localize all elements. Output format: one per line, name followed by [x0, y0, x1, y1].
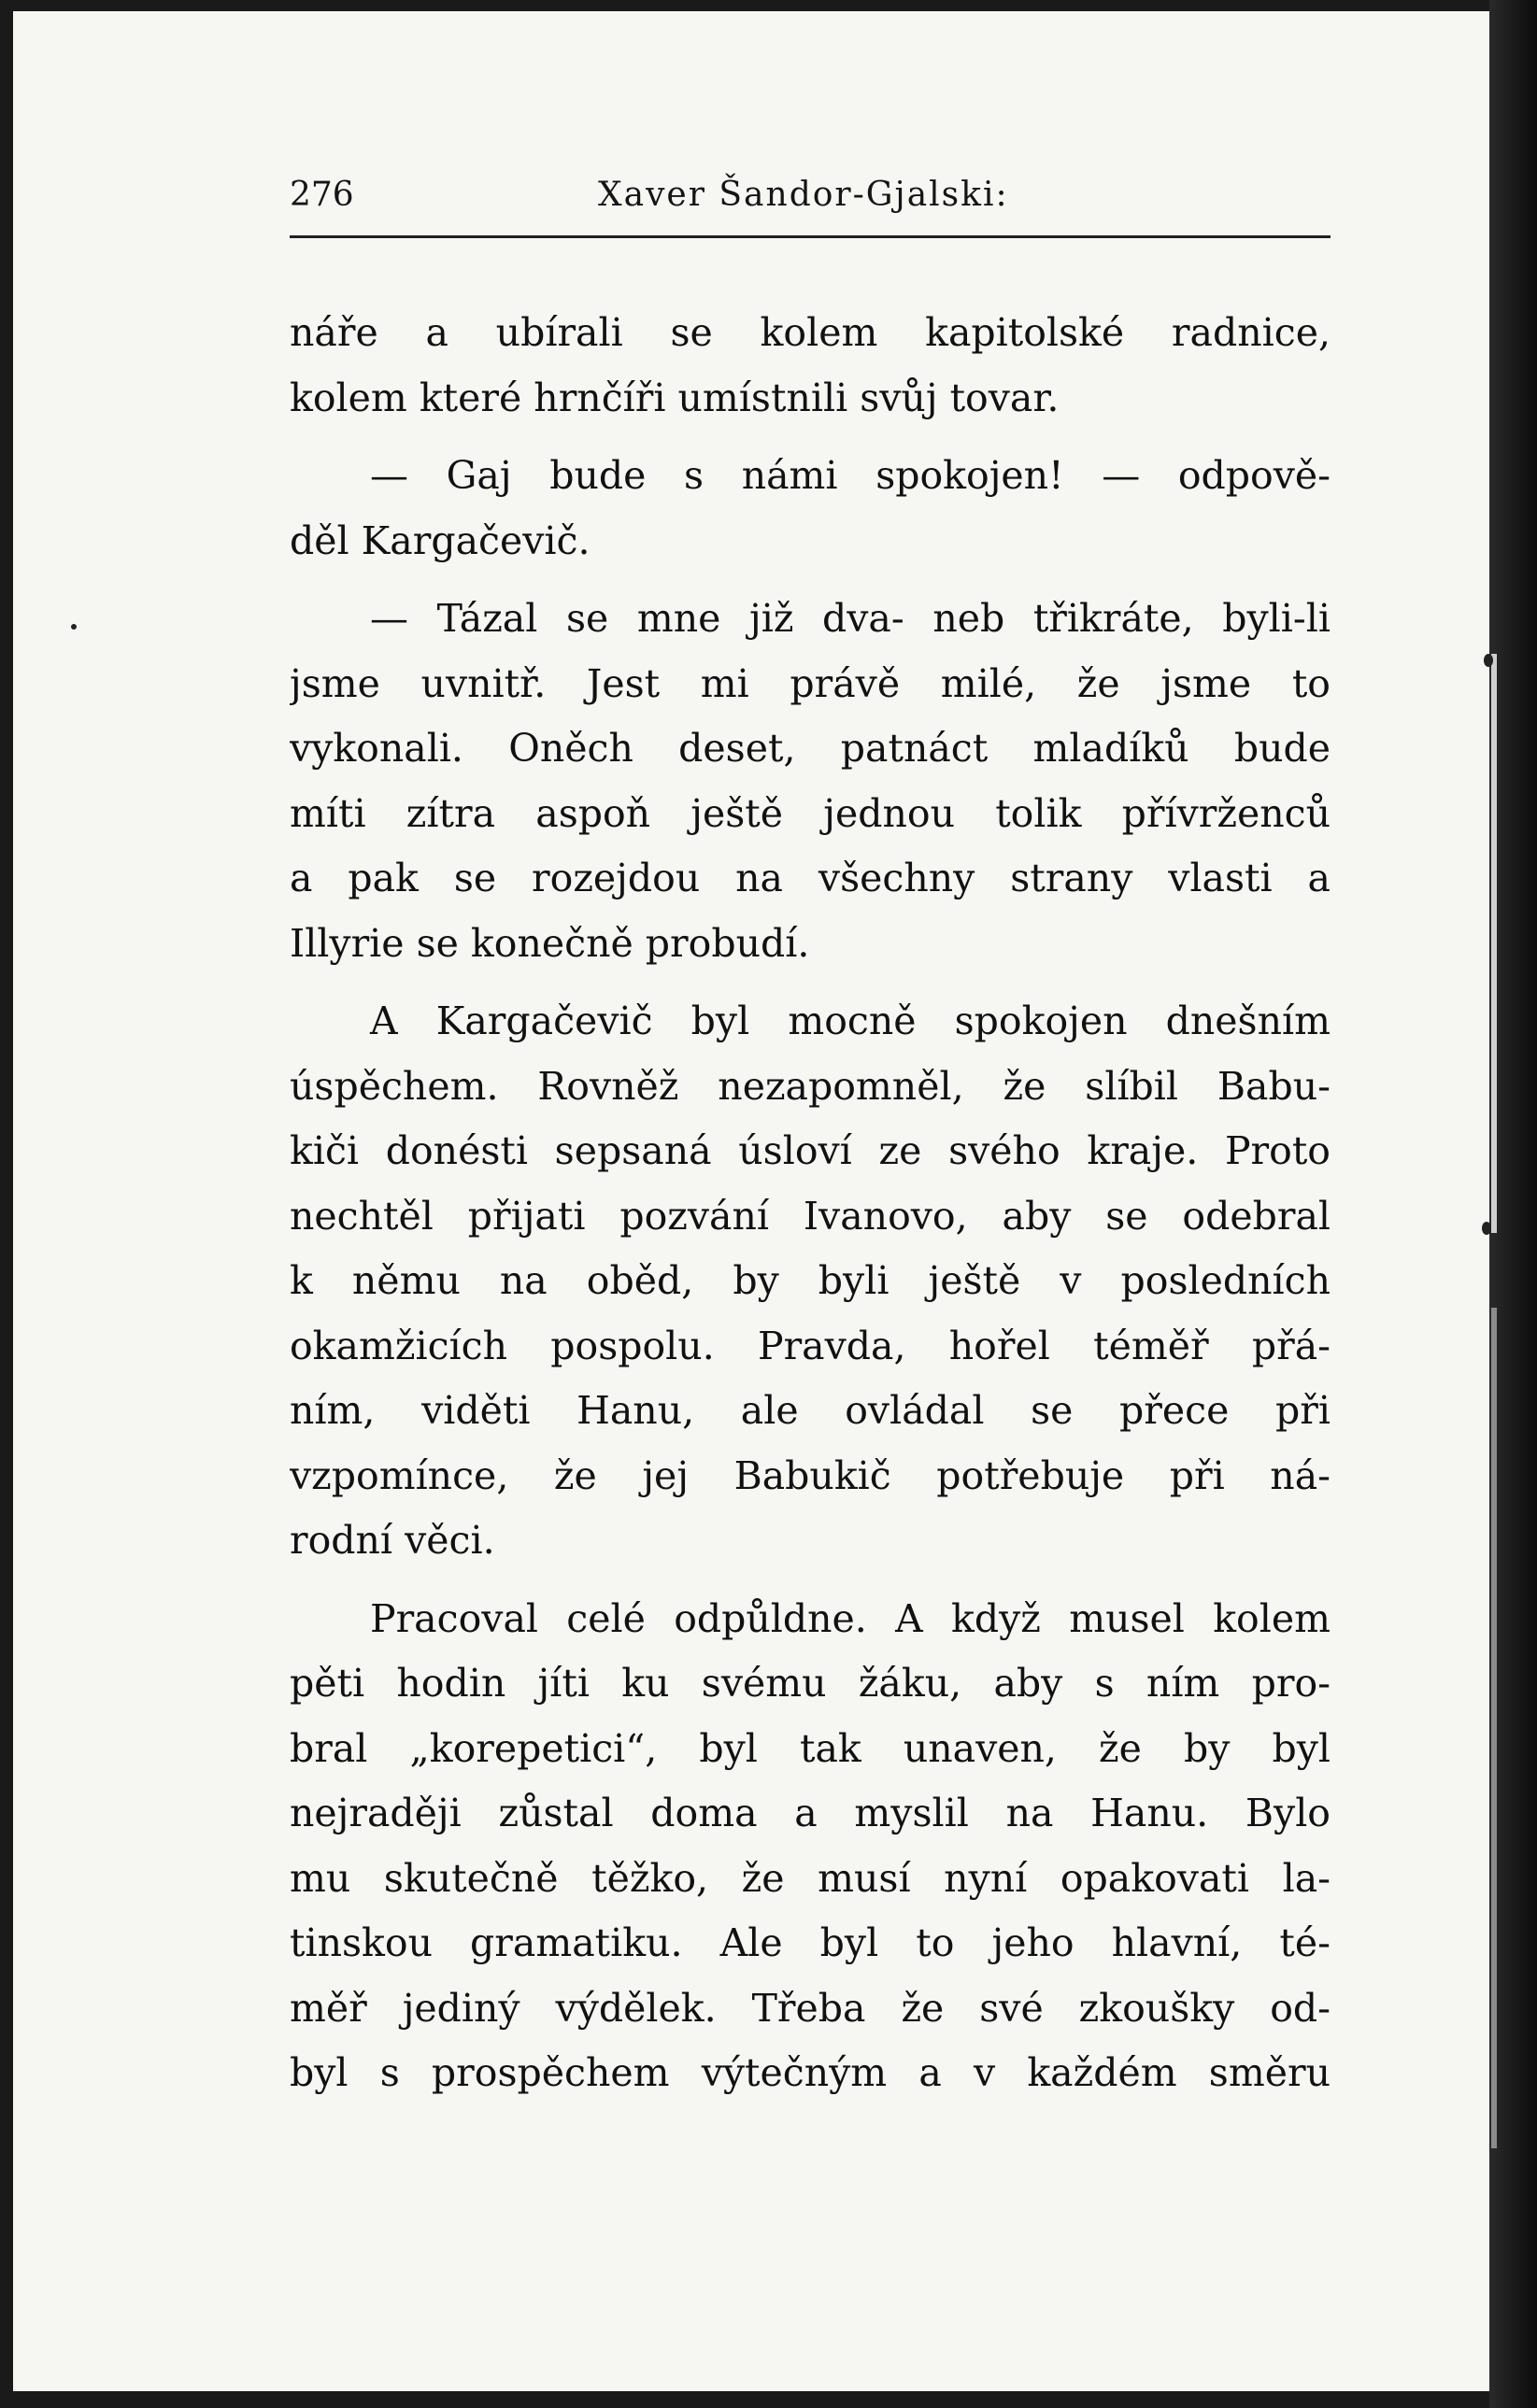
- text-line: k němu na oběd, by byli ještě v posledních: [290, 1258, 1331, 1303]
- header-rule: [290, 235, 1331, 238]
- text-line: vzpomínce, že jej Babukič potřebuje při ná-: [290, 1452, 1331, 1498]
- text-line: Pracoval celé odpůldne. A když musel kolem: [370, 1595, 1331, 1641]
- page-edge-highlight: [1491, 654, 1497, 1233]
- text-line: tinskou gramatiku. Ale byl to jeho hlavní, té-: [290, 1920, 1331, 1965]
- text-line: — Gaj bude s námi spokojen! — odpově-: [370, 453, 1331, 498]
- text-line: — Tázal se mne již dva- neb třikráte, byli-li: [370, 596, 1331, 641]
- page-edge-highlight-lower: [1491, 1308, 1497, 2148]
- paragraph: [290, 587, 1331, 976]
- paragraph: [290, 989, 1331, 1574]
- text-line: nejraději zůstal doma a myslil na Hanu. Bylo: [290, 1791, 1331, 1835]
- text-line: míti zítra aspoň ještě jednou tolik přívrženců: [290, 790, 1331, 836]
- speck-mark: [1482, 1222, 1491, 1235]
- body-text: [290, 301, 1331, 2106]
- text-line: ním, viděti Hanu, ale ovládal se přece při: [290, 1388, 1331, 1433]
- text-line: bral „korepetici“, byl tak unaven, že by byl: [290, 1725, 1331, 1771]
- text-line: děl Kargačevič.: [290, 517, 591, 563]
- text-line: náře a ubírali se kolem kapitolské radnice,: [290, 310, 1331, 355]
- text-line: mu skutečně těžko, že musí nyní opakovati la-: [290, 1855, 1331, 1901]
- speck-mark: [71, 624, 77, 630]
- text-line: byl s prospěchem výtečným a v každém směru: [290, 2050, 1331, 2095]
- text-line: Illyrie se konečně probudí.: [290, 920, 810, 966]
- text-line: kolem které hrnčíři umístnili svůj tovar.: [290, 375, 1060, 420]
- text-line: úspěchem. Rovněž nezapomněl, že slíbil Babu-: [290, 1063, 1331, 1109]
- text-line: A Kargačevič byl mocně spokojen dnešním: [370, 999, 1331, 1043]
- text-line: okamžicích pospolu. Pravda, hořel téměř přá-: [290, 1323, 1331, 1368]
- running-title: Xaver Šandor-Gjalski:: [598, 176, 1009, 214]
- paragraph: [290, 301, 1331, 431]
- text-line: měř jediný výdělek. Třeba že své zkoušky od-: [290, 1985, 1331, 2031]
- running-header: [290, 176, 1331, 232]
- speck-mark: [1484, 654, 1493, 667]
- text-line: jsme uvnitř. Jest mi právě milé, že jsme to: [290, 660, 1331, 706]
- text-line: rodní věci.: [290, 1518, 495, 1563]
- text-line: nechtěl přijati pozvání Ivanovo, aby se odebral: [290, 1193, 1331, 1239]
- text-line: kiči donésti sepsaná úsloví ze svého kraje. Proto: [290, 1128, 1331, 1173]
- paragraph: [290, 444, 1331, 574]
- paragraph: [290, 1587, 1331, 2106]
- text-line: a pak se rozejdou na všechny strany vlasti a: [290, 856, 1331, 900]
- text-line: vykonali. Oněch deset, patnáct mladíků bude: [290, 726, 1331, 771]
- text-line: pěti hodin jíti ku svému žáku, aby s ním pro-: [290, 1661, 1331, 1706]
- page-number: 276: [290, 176, 354, 214]
